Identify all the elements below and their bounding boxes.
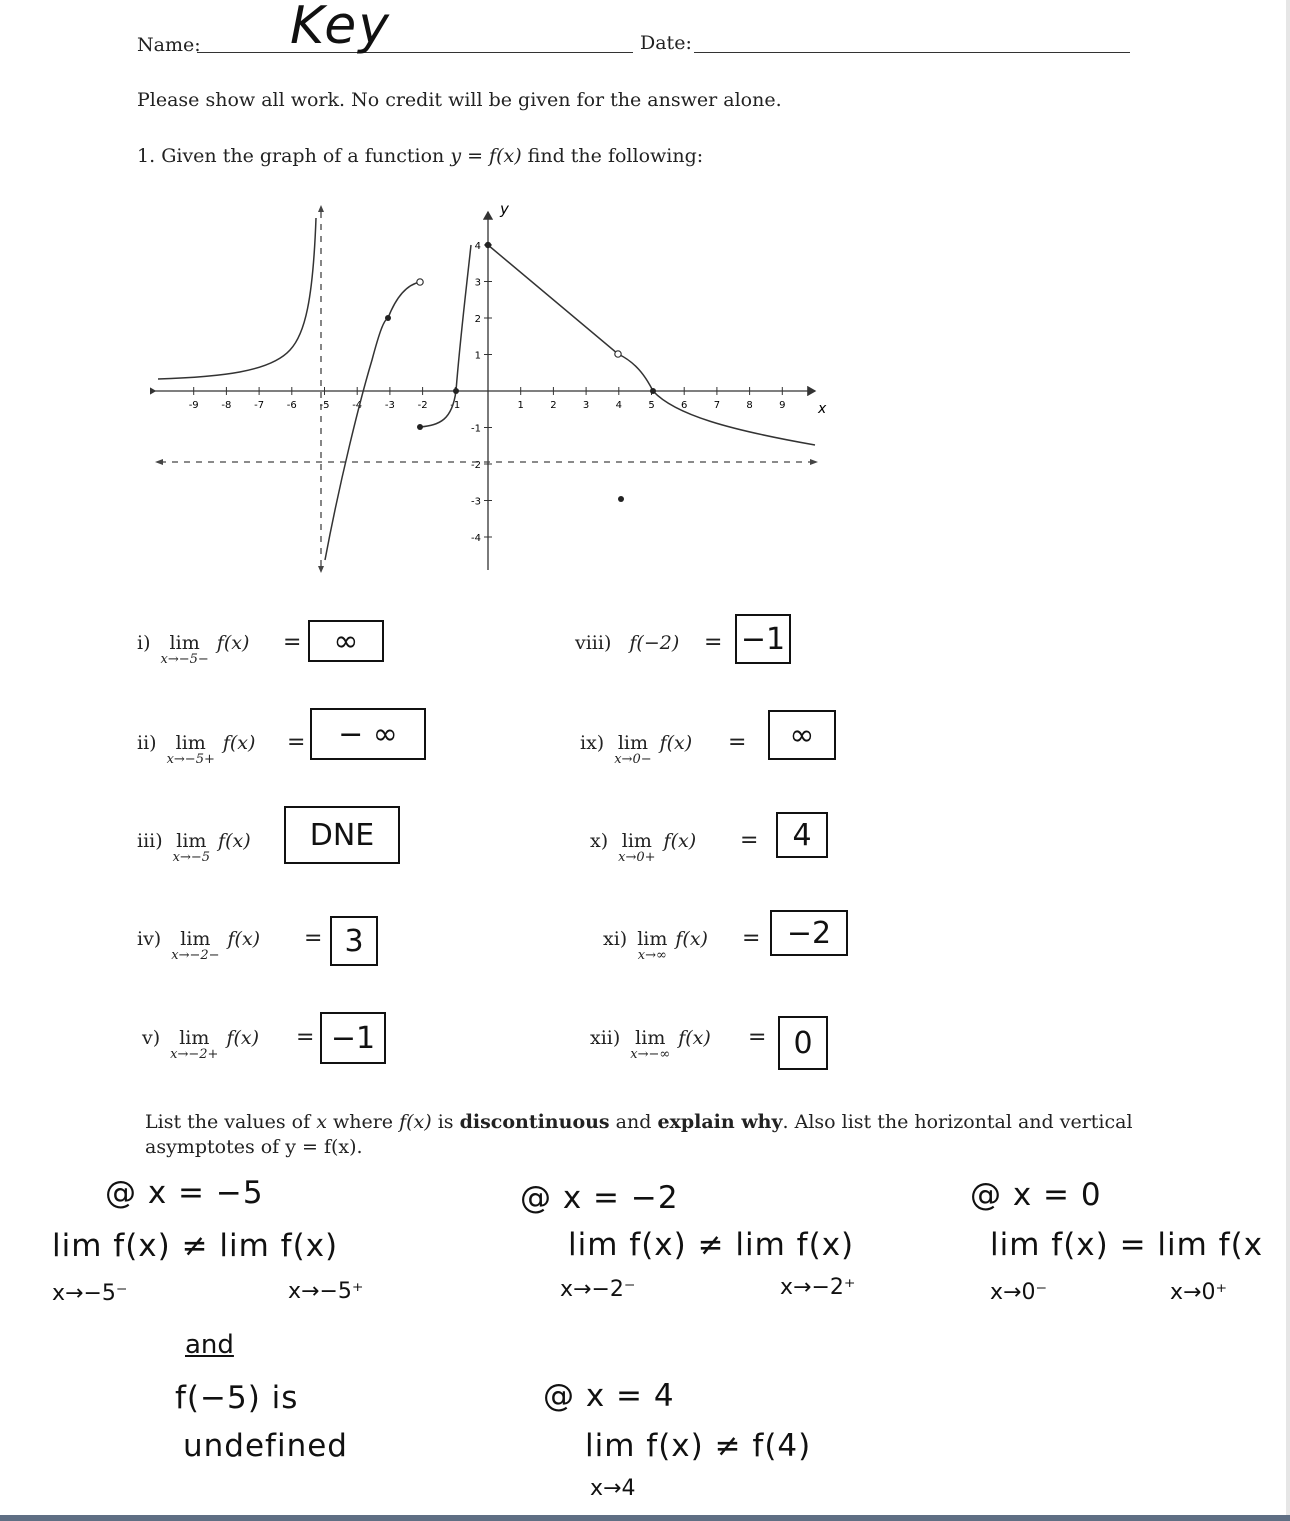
x-tick-label: -4: [352, 400, 363, 411]
x-tick-label: 4: [615, 400, 622, 411]
open-point-4-1: [615, 351, 621, 357]
discontinuity-question-line1: [145, 1111, 1133, 1133]
name-underline: [197, 52, 633, 53]
x-tick-label: -9: [188, 400, 199, 411]
date-label: Date:: [640, 32, 692, 54]
q-text-d: and: [609, 1111, 658, 1133]
lim-word: lim: [179, 1027, 210, 1049]
hw-four-sub: x→4: [590, 1476, 636, 1501]
limit-operator: [618, 830, 655, 865]
x-tick-label: -5: [319, 400, 330, 411]
lim-subscript: x→∞: [637, 948, 667, 963]
x-tick-label: -7: [254, 400, 265, 411]
answer-box: DNE: [284, 806, 400, 864]
q-text-e: . Also list the horizontal and vertical: [782, 1111, 1133, 1133]
lim-word: lim: [621, 830, 652, 852]
limit-operator: [171, 928, 219, 963]
limit-roman: viii): [575, 632, 612, 654]
lim-word: lim: [617, 732, 648, 754]
name-value-handwritten: Key: [290, 0, 392, 56]
q-text-explain-why: explain why: [657, 1111, 783, 1133]
limit-operator: [161, 632, 209, 667]
question-1-prompt: [137, 145, 703, 167]
curve-right-of-neg2: [417, 245, 471, 427]
limit-operator: [630, 1027, 670, 1062]
x-tick-label: 6: [681, 400, 688, 411]
discontinuity-question-line2: asymptotes of y = f(x).: [145, 1136, 363, 1158]
hw-neg2-limit-statement: lim f(x) ≠ lim f(x): [568, 1227, 855, 1263]
x-tick-label: 1: [517, 400, 524, 411]
answer-box: −2: [770, 910, 848, 956]
lim-subscript: x→0−: [614, 752, 652, 767]
answer-box: −1: [320, 1012, 386, 1064]
equals-sign: =: [740, 828, 759, 853]
x-tick-label: 8: [746, 400, 753, 411]
closed-point-5-0: [650, 388, 656, 394]
hw-zero-limit-statement: lim f(x) = lim f(x: [990, 1227, 1264, 1263]
y-tick-label: -1: [471, 423, 481, 435]
answer-box: 4: [776, 812, 828, 858]
q-text-a: List the values of: [145, 1111, 317, 1133]
answer-box: ∞: [768, 710, 836, 760]
x-tick-label: -6: [286, 400, 297, 411]
hw-zero-right-sub: x→0⁺: [1170, 1280, 1228, 1305]
x-tick-label: -8: [221, 400, 232, 411]
answer-box: −1: [735, 614, 791, 664]
lim-word: lim: [180, 928, 211, 950]
prompt-part-a: Given the graph of a function: [161, 145, 451, 167]
y-tick-label: 3: [474, 277, 481, 289]
limit-roman: x): [590, 830, 609, 852]
lim-subscript: x→0+: [618, 850, 656, 865]
question-number: 1.: [137, 145, 156, 167]
lim-subscript: x→−2+: [170, 1047, 219, 1062]
y-tick-label: -3: [471, 496, 481, 508]
answer-box: 0: [778, 1016, 828, 1070]
limit-function: f(x): [226, 1027, 260, 1049]
function-graph: [150, 200, 850, 580]
x-tick-label: 5: [648, 400, 655, 411]
lim-subscript: x→−5+: [166, 752, 215, 767]
limit-roman: ix): [580, 732, 605, 754]
prompt-part-b: find the following:: [521, 145, 704, 167]
q-text-b: where: [326, 1111, 400, 1133]
closed-point-neg2-neg1: [417, 424, 423, 430]
q-text-discontinuous: discontinuous: [459, 1111, 610, 1133]
x-tick-label: 9: [779, 400, 786, 411]
limit-item: [590, 1027, 711, 1062]
lim-subscript: x→−5: [172, 850, 211, 865]
x-tick-label: 3: [582, 400, 590, 411]
hw-f-neg5-is: f(−5) is: [175, 1380, 299, 1416]
limit-function: f(x): [222, 732, 256, 754]
y-tick-label: 4: [474, 241, 481, 252]
limit-item: [575, 632, 679, 654]
limit-item: [590, 830, 696, 865]
limit-function: f(x): [659, 732, 693, 754]
bottom-bar: [0, 1515, 1290, 1521]
y-tick-label: -2: [471, 460, 481, 471]
limit-item: [137, 632, 249, 667]
name-label: Name:: [137, 34, 201, 56]
closed-point-neg1-0: [453, 388, 459, 394]
equals-sign: =: [283, 630, 302, 655]
lim-word: lim: [635, 1027, 666, 1049]
hw-zero-left-sub: x→0⁻: [990, 1280, 1048, 1305]
limit-roman: xi): [603, 928, 628, 950]
equals-sign: =: [742, 926, 761, 951]
curve-right-branch: [488, 245, 815, 445]
limit-function: f(x): [678, 1027, 711, 1049]
limit-function: f(x): [218, 830, 251, 852]
closed-point-4-neg3: [618, 496, 624, 502]
limit-item: [137, 928, 260, 963]
equals-sign: =: [304, 926, 323, 951]
closed-point-neg3: [385, 315, 391, 321]
lim-subscript: x→−2−: [171, 948, 220, 963]
limit-operator: [637, 928, 667, 963]
date-underline: [694, 52, 1130, 53]
y-tick-label: 2: [474, 314, 481, 325]
lim-subscript: x→−∞: [630, 1047, 671, 1062]
limit-item: [142, 1027, 259, 1062]
limit-item: [603, 928, 708, 963]
curve-left-branch: [158, 218, 316, 379]
lim-word: lim: [175, 732, 206, 754]
limit-operator: [167, 732, 215, 767]
limit-function: f(x): [675, 928, 708, 950]
limit-roman: iv): [137, 928, 162, 950]
x-axis-label: x: [818, 401, 827, 417]
y-tick-label: -4: [471, 533, 481, 544]
hw-at-x-0: @ x = 0: [970, 1177, 1102, 1213]
equals-sign: =: [287, 730, 306, 755]
hw-neg5-left-sub: x→−5⁻: [52, 1281, 128, 1306]
equals-sign: =: [296, 1025, 315, 1050]
answer-box: ∞: [308, 620, 384, 662]
limit-operator: [173, 830, 210, 865]
answer-box: − ∞: [310, 708, 426, 760]
closed-point-0-4: [485, 242, 491, 248]
answer-box: 3: [330, 916, 378, 966]
limit-roman: xii): [590, 1027, 621, 1049]
page-edge: [1286, 0, 1290, 1521]
hw-and: and: [185, 1330, 234, 1360]
hw-at-x-neg2: @ x = −2: [520, 1180, 679, 1216]
lim-subscript: x→−5−: [160, 652, 209, 667]
limit-operator: [170, 1027, 218, 1062]
y-tick-label: 1: [474, 350, 481, 362]
q-text-c: is: [431, 1111, 460, 1133]
x-tick-label: 7: [713, 400, 721, 411]
curve-middle-branch: [325, 282, 420, 560]
limit-item: [580, 732, 692, 767]
hw-undefined: undefined: [183, 1428, 348, 1464]
hw-neg2-right-sub: x→−2⁺: [780, 1275, 856, 1300]
limit-roman: i): [137, 632, 151, 654]
limit-roman: v): [142, 1027, 161, 1049]
open-point-neg2-3: [417, 279, 423, 285]
hw-neg2-left-sub: x→−2⁻: [560, 1277, 636, 1302]
equals-sign: =: [748, 1025, 767, 1050]
x-tick-label: 2: [550, 400, 557, 411]
hw-at-x-4: @ x = 4: [543, 1378, 675, 1414]
q-text-x: x: [316, 1111, 327, 1133]
limit-item: [137, 732, 255, 767]
limit-item: [137, 830, 251, 865]
hw-four-limit-statement: lim f(x) ≠ f(4): [585, 1428, 812, 1464]
hw-neg5-right-sub: x→−5⁺: [288, 1279, 364, 1304]
x-tick-label: -1: [450, 400, 461, 411]
lim-word: lim: [176, 830, 207, 852]
y-axis-label: y: [500, 200, 509, 218]
limit-function: f(x): [227, 928, 261, 950]
equals-sign: =: [704, 630, 723, 655]
hw-neg5-limit-statement: lim f(x) ≠ lim f(x): [52, 1228, 339, 1264]
q-text-fx: f(x): [399, 1111, 432, 1133]
x-tick-label: -2: [417, 400, 428, 411]
limit-operator: [614, 732, 651, 767]
lim-word: lim: [169, 632, 200, 654]
limit-function: f(x): [216, 632, 250, 654]
lim-word: lim: [637, 928, 668, 950]
limit-roman: ii): [137, 732, 157, 754]
equals-sign: =: [728, 730, 747, 755]
limit-function: f(x): [663, 830, 697, 852]
instructions-text: Please show all work. No credit will be given for the answer alone.: [137, 89, 782, 111]
hw-at-x-neg5: @ x = −5: [105, 1175, 264, 1211]
limit-function: f(−2): [629, 632, 680, 654]
prompt-math: y = f(x): [450, 145, 522, 167]
limit-roman: iii): [137, 830, 163, 852]
x-tick-label: -3: [384, 400, 395, 411]
